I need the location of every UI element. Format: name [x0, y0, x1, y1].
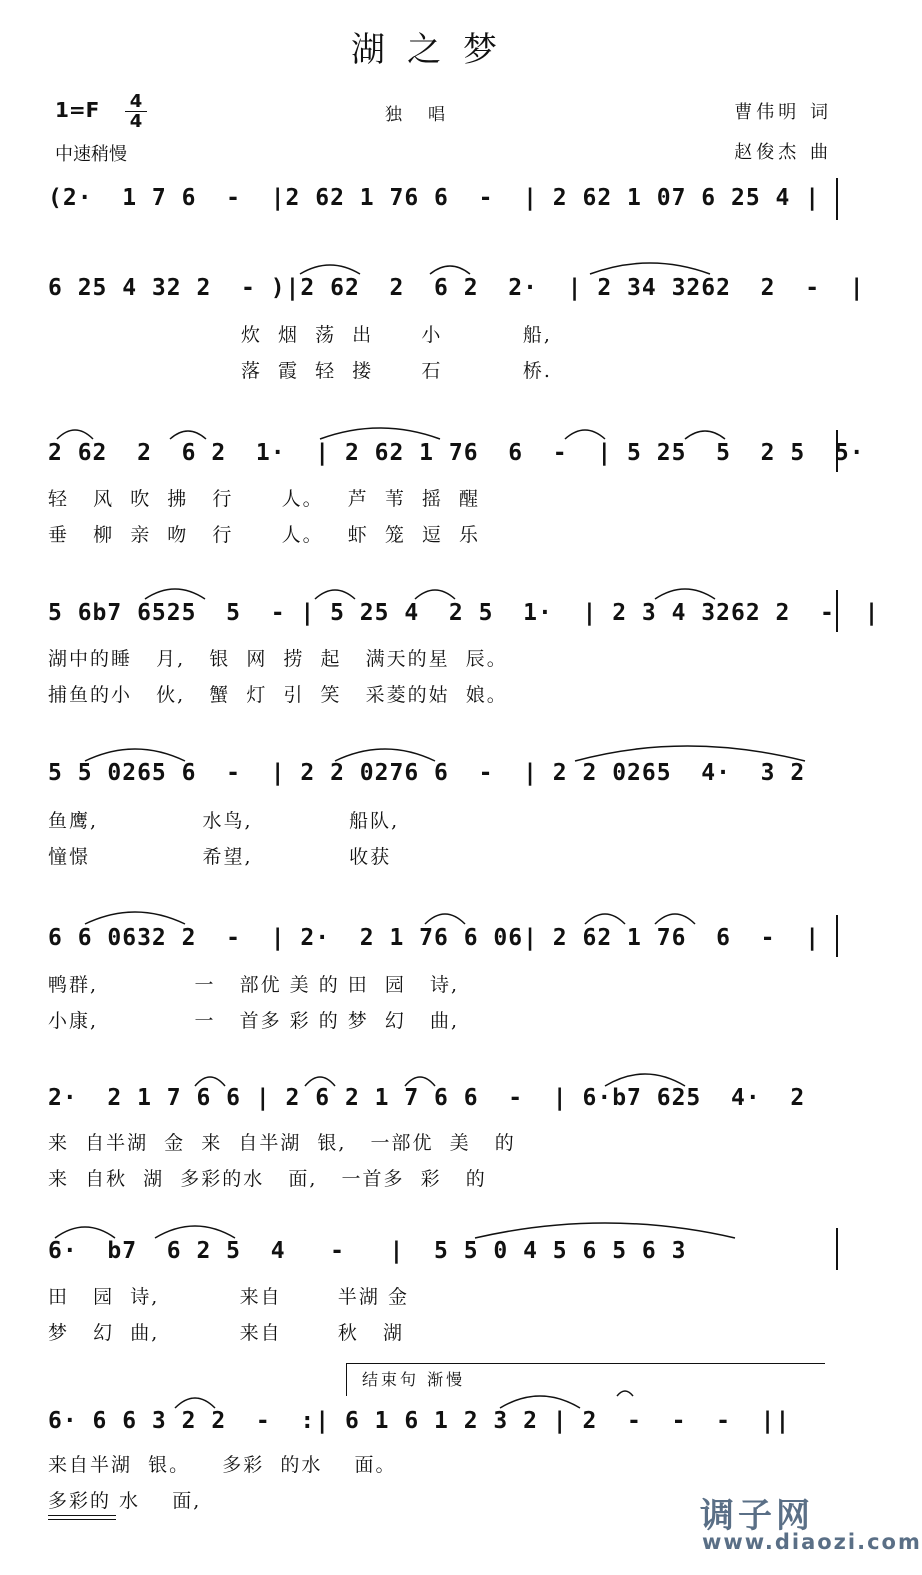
lyric-line-9-verse-2: 多彩的 水 面, — [48, 1490, 202, 1512]
slur-marks-row-9 — [45, 1382, 835, 1412]
lyric-line-7-verse-2: 来 自秋 湖 多彩的水 面, 一首多 彩 的 — [48, 1168, 487, 1190]
ending-label: 结束句 渐慢 — [362, 1370, 466, 1389]
tempo-marking: 中速稍慢 — [55, 144, 127, 165]
barline — [836, 915, 838, 957]
time-signature-top: 4 — [129, 91, 143, 112]
lyric-line-7-verse-1: 来 自半湖 金 来 自半湖 银, 一部优 美 的 — [48, 1132, 516, 1154]
lyric-line-2-verse-2: 落 霞 轻 搂 石 桥. — [48, 360, 552, 382]
notation-line-6: 6 6 0632 2 - | 2· 2 1 76 6 06| 2 62 1 76 6 - | — [48, 925, 821, 951]
lyric-line-6-verse-2: 小康, 一 首多 彩 的 梦 幻 曲, — [48, 1010, 459, 1032]
lyric-line-8-verse-2: 梦 幻 曲, 来自 秋 湖 — [48, 1322, 405, 1344]
slur-marks-row-5 — [45, 735, 835, 765]
time-signature-bottom: 4 — [129, 111, 143, 132]
notation-line-8: 6· b7 6 2 5 4 - | 5 5 0 4 5 6 5 6 3 — [48, 1238, 687, 1264]
slur-marks-row-6 — [45, 898, 835, 928]
watermark-logo: 调子网 — [700, 1496, 814, 1536]
composer-credit: 赵俊杰 曲 — [734, 142, 832, 163]
notation-line-3: 2 62 2 6 2 1· | 2 62 1 76 6 - | 5 25 5 2 5 5· — [48, 440, 865, 466]
watermark-url[interactable]: www.diaozi.com — [702, 1530, 922, 1554]
lyric-underline — [48, 1519, 116, 1520]
lyric-line-6-verse-1: 鸭群, 一 部优 美 的 田 园 诗, — [48, 974, 459, 996]
song-title: 湖之梦 — [351, 30, 519, 70]
lyricist-credit: 曹伟明 词 — [734, 102, 832, 123]
performance-type: 独唱 — [385, 105, 471, 125]
lyric-line-9-verse-1: 来自半湖 银。 多彩 的水 面。 — [48, 1454, 397, 1476]
notation-line-9: 6· 6 6 3 2 2 - :| 6 1 6 1 2 3 2 | 2 - - - || — [48, 1408, 791, 1434]
lyric-line-4-verse-2: 捕鱼的小 伙, 蟹 灯 引 笑 采菱的姑 娘。 — [48, 684, 508, 706]
lyric-line-5-verse-2: 憧憬 希望, 收获 — [48, 846, 392, 868]
lyric-underline — [48, 1515, 116, 1516]
slur-marks-row-4 — [45, 575, 835, 605]
barline — [836, 430, 838, 472]
slur-marks-row-2 — [290, 252, 830, 282]
time-signature — [125, 92, 147, 131]
notation-line-7: 2· 2 1 7 6 6 | 2 6 2 1 7 6 6 - | 6·b7 625 4· 2 — [48, 1085, 806, 1111]
notation-line-5: 5 5 0265 6 - | 2 2 0276 6 - | 2 2 0265 4· 3 2 — [48, 760, 806, 786]
lyric-line-4-verse-1: 湖中的睡 月, 银 网 捞 起 满天的星 辰。 — [48, 648, 508, 670]
lyric-line-3-verse-2: 垂 柳 亲 吻 行 人。 虾 笼 逗 乐 — [48, 524, 480, 546]
slur-marks-row-7 — [45, 1060, 835, 1090]
notation-line-2: 6 25 4 32 2 - )|2 62 2 6 2 2· | 2 34 3262 2 - | — [48, 275, 865, 301]
lyric-line-8-verse-1: 田 园 诗, 来自 半湖 金 — [48, 1286, 409, 1308]
barline — [836, 1228, 838, 1270]
key-signature: 1=F — [55, 98, 100, 122]
lyric-line-2-verse-1: 炊 烟 荡 出 小 船, — [48, 324, 552, 346]
lyric-line-3-verse-1: 轻 风 吹 拂 行 人。 芦 苇 摇 醒 — [48, 488, 480, 510]
notation-line-4: 5 6b7 6525 5 - | 5 25 4 2 5 1· | 2 3 4 3262 2 - | — [48, 600, 880, 626]
slur-marks-row-3 — [45, 415, 835, 445]
lyric-line-5-verse-1: 鱼鹰, 水鸟, 船队, — [48, 810, 400, 832]
barline — [836, 178, 838, 220]
slur-marks-row-8 — [45, 1212, 835, 1242]
notation-line-1: (2· 1 7 6 - |2 62 1 76 6 - | 2 62 1 07 6 25 4 | — [48, 185, 821, 211]
barline — [836, 590, 838, 632]
